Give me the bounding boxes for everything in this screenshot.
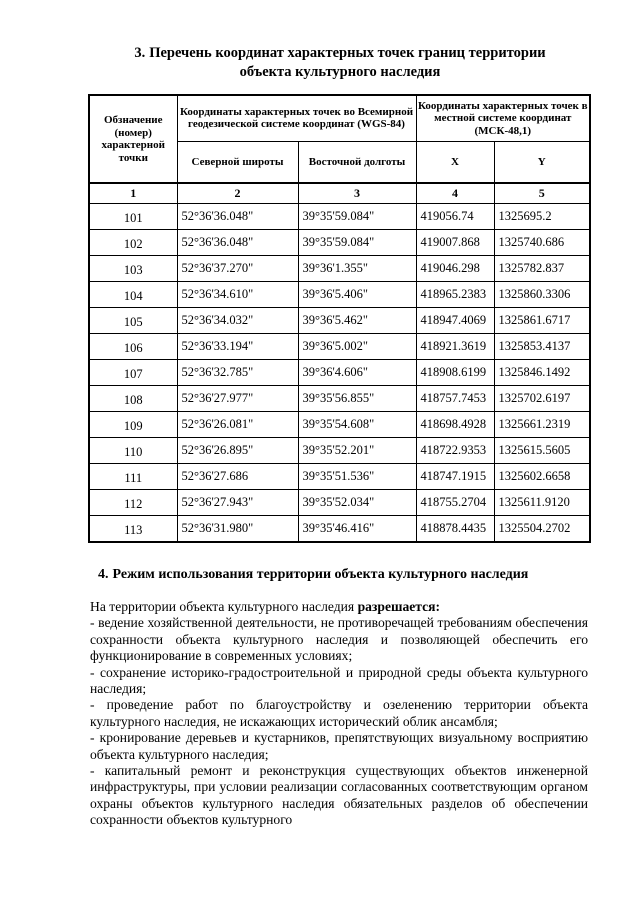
table-row — [89, 282, 590, 308]
point-number-cell: 108 — [89, 386, 177, 412]
y-cell: 1325861.6717 — [494, 308, 590, 334]
point-number-cell: 109 — [89, 412, 177, 438]
coordinates-table — [88, 94, 591, 543]
point-number-cell: 103 — [89, 256, 177, 282]
latitude-cell: 52°36'27.943" — [177, 490, 298, 516]
longitude-cell: 39°36'4.606" — [298, 360, 416, 386]
latitude-cell: 52°36'32.785" — [177, 360, 298, 386]
longitude-cell: 39°35'52.034" — [298, 490, 416, 516]
y-cell: 1325846.1492 — [494, 360, 590, 386]
table-row — [89, 412, 590, 438]
table-row — [89, 230, 590, 256]
column-number: 1 — [89, 183, 177, 204]
y-cell: 1325504.2702 — [494, 516, 590, 543]
latitude-cell: 52°36'34.032" — [177, 308, 298, 334]
y-cell: 1325661.2319 — [494, 412, 590, 438]
section-4-title-text: Режим использования территории объекта культурного наследия — [112, 567, 529, 582]
column-number: 4 — [416, 183, 494, 204]
header-wgs84-group: Координаты характерных точек во Всемирной геодезической системе координат (WGS-84) — [177, 95, 416, 141]
column-numbers-row — [89, 183, 590, 204]
y-cell: 1325615.5605 — [494, 438, 590, 464]
intro-permitted-label: разрешается: — [357, 599, 441, 614]
y-cell: 1325860.3306 — [494, 282, 590, 308]
header-point-designation: Обзначение (номер) характерной точки — [89, 95, 177, 183]
longitude-cell: 39°35'46.416" — [298, 516, 416, 543]
longitude-cell: 39°35'54.608" — [298, 412, 416, 438]
longitude-cell: 39°36'5.462" — [298, 308, 416, 334]
point-number-cell: 110 — [89, 438, 177, 464]
permitted-item: - проведение работ по благоустройству и озеленению территории объекта культурного наследия, не искажающих исторический облик ансамбля; — [90, 697, 588, 729]
section-3-heading — [90, 44, 590, 82]
y-cell: 1325853.4137 — [494, 334, 590, 360]
header-east-longitude: Восточной долготы — [298, 141, 416, 183]
permitted-item: - капитальный ремонт и реконструкция существующих объектов инженерной инфраструктуры, при условии реализации согласованных соответствующим органом охраны объектов культурного наследия обязательных разделов об обеспечении сохранности объектов культурного — [90, 763, 588, 828]
y-cell: 1325695.2 — [494, 204, 590, 230]
x-cell: 419046.298 — [416, 256, 494, 282]
point-number-cell: 101 — [89, 204, 177, 230]
x-cell: 418965.2383 — [416, 282, 494, 308]
x-cell: 418878.4435 — [416, 516, 494, 543]
latitude-cell: 52°36'26.895" — [177, 438, 298, 464]
latitude-cell: 52°36'34.610" — [177, 282, 298, 308]
column-number: 2 — [177, 183, 298, 204]
table-row — [89, 438, 590, 464]
point-number-cell: 104 — [89, 282, 177, 308]
x-cell: 418757.7453 — [416, 386, 494, 412]
y-cell: 1325611.9120 — [494, 490, 590, 516]
section-4-body — [90, 599, 588, 829]
header-msk48-group: Координаты характерных точек в местной системе координат (МСК-48,1) — [416, 95, 590, 141]
x-cell: 418722.9353 — [416, 438, 494, 464]
permitted-item: - сохранение историко-градостроительной и природной среды объекта культурного наследия; — [90, 664, 588, 697]
y-cell: 1325602.6658 — [494, 464, 590, 490]
section-3-title-text-1: Перечень координат характерных точек границ территории — [149, 45, 546, 61]
x-cell: 418698.4928 — [416, 412, 494, 438]
intro-paragraph — [90, 599, 588, 615]
table-row — [89, 360, 590, 386]
table-row — [89, 204, 590, 230]
latitude-cell: 52°36'37.270" — [177, 256, 298, 282]
longitude-cell: 39°35'59.084" — [298, 204, 416, 230]
point-number-cell: 112 — [89, 490, 177, 516]
column-number: 5 — [494, 183, 590, 204]
table-row — [89, 334, 590, 360]
intro-text: На территории объекта культурного наследия — [90, 599, 358, 614]
table-row — [89, 516, 590, 543]
section-4-heading — [98, 566, 598, 584]
latitude-cell: 52°36'26.081" — [177, 412, 298, 438]
table-row — [89, 256, 590, 282]
point-number-cell: 102 — [89, 230, 177, 256]
point-number-cell: 105 — [89, 308, 177, 334]
latitude-cell: 52°36'36.048" — [177, 230, 298, 256]
longitude-cell: 39°36'5.406" — [298, 282, 416, 308]
longitude-cell: 39°35'56.855" — [298, 386, 416, 412]
latitude-cell: 52°36'33.194" — [177, 334, 298, 360]
point-number-cell: 107 — [89, 360, 177, 386]
x-cell: 418908.6199 — [416, 360, 494, 386]
latitude-cell: 52°36'36.048" — [177, 204, 298, 230]
longitude-cell: 39°35'59.084" — [298, 230, 416, 256]
latitude-cell: 52°36'27.686 — [177, 464, 298, 490]
section-3-title-line-2: объекта культурного наследия — [239, 64, 441, 80]
header-x: X — [416, 141, 494, 183]
longitude-cell: 39°36'1.355" — [298, 256, 416, 282]
latitude-cell: 52°36'31.980" — [177, 516, 298, 543]
table-row — [89, 386, 590, 412]
point-number-cell: 106 — [89, 334, 177, 360]
y-cell: 1325740.686 — [494, 230, 590, 256]
section-3-number: 3. — [134, 45, 146, 61]
coordinates-table-body — [89, 183, 590, 542]
table-row — [89, 490, 590, 516]
section-4-number: 4. — [98, 567, 109, 582]
longitude-cell: 39°36'5.002" — [298, 334, 416, 360]
header-north-latitude: Северной широты — [177, 141, 298, 183]
point-number-cell: 111 — [89, 464, 177, 490]
point-number-cell: 113 — [89, 516, 177, 543]
y-cell: 1325782.837 — [494, 256, 590, 282]
table-row — [89, 308, 590, 334]
permitted-item: - ведение хозяйственной деятельности, не противоречащей требованиям обеспечения сохранности объекта культурного наследия и позволяющей обеспечить его функционирование в современных условиях; — [90, 615, 588, 664]
column-number: 3 — [298, 183, 416, 204]
x-cell: 418947.4069 — [416, 308, 494, 334]
header-y: Y — [494, 141, 590, 183]
permitted-item: - кронирование деревьев и кустарников, препятствующих визуальному восприятию объекта культурного наследия; — [90, 730, 588, 762]
section-3-title-line-1 — [90, 44, 590, 63]
y-cell: 1325702.6197 — [494, 386, 590, 412]
table-row — [89, 464, 590, 490]
x-cell: 418921.3619 — [416, 334, 494, 360]
x-cell: 419056.74 — [416, 204, 494, 230]
longitude-cell: 39°35'51.536" — [298, 464, 416, 490]
x-cell: 419007.868 — [416, 230, 494, 256]
x-cell: 418755.2704 — [416, 490, 494, 516]
x-cell: 418747.1915 — [416, 464, 494, 490]
longitude-cell: 39°35'52.201" — [298, 438, 416, 464]
latitude-cell: 52°36'27.977" — [177, 386, 298, 412]
